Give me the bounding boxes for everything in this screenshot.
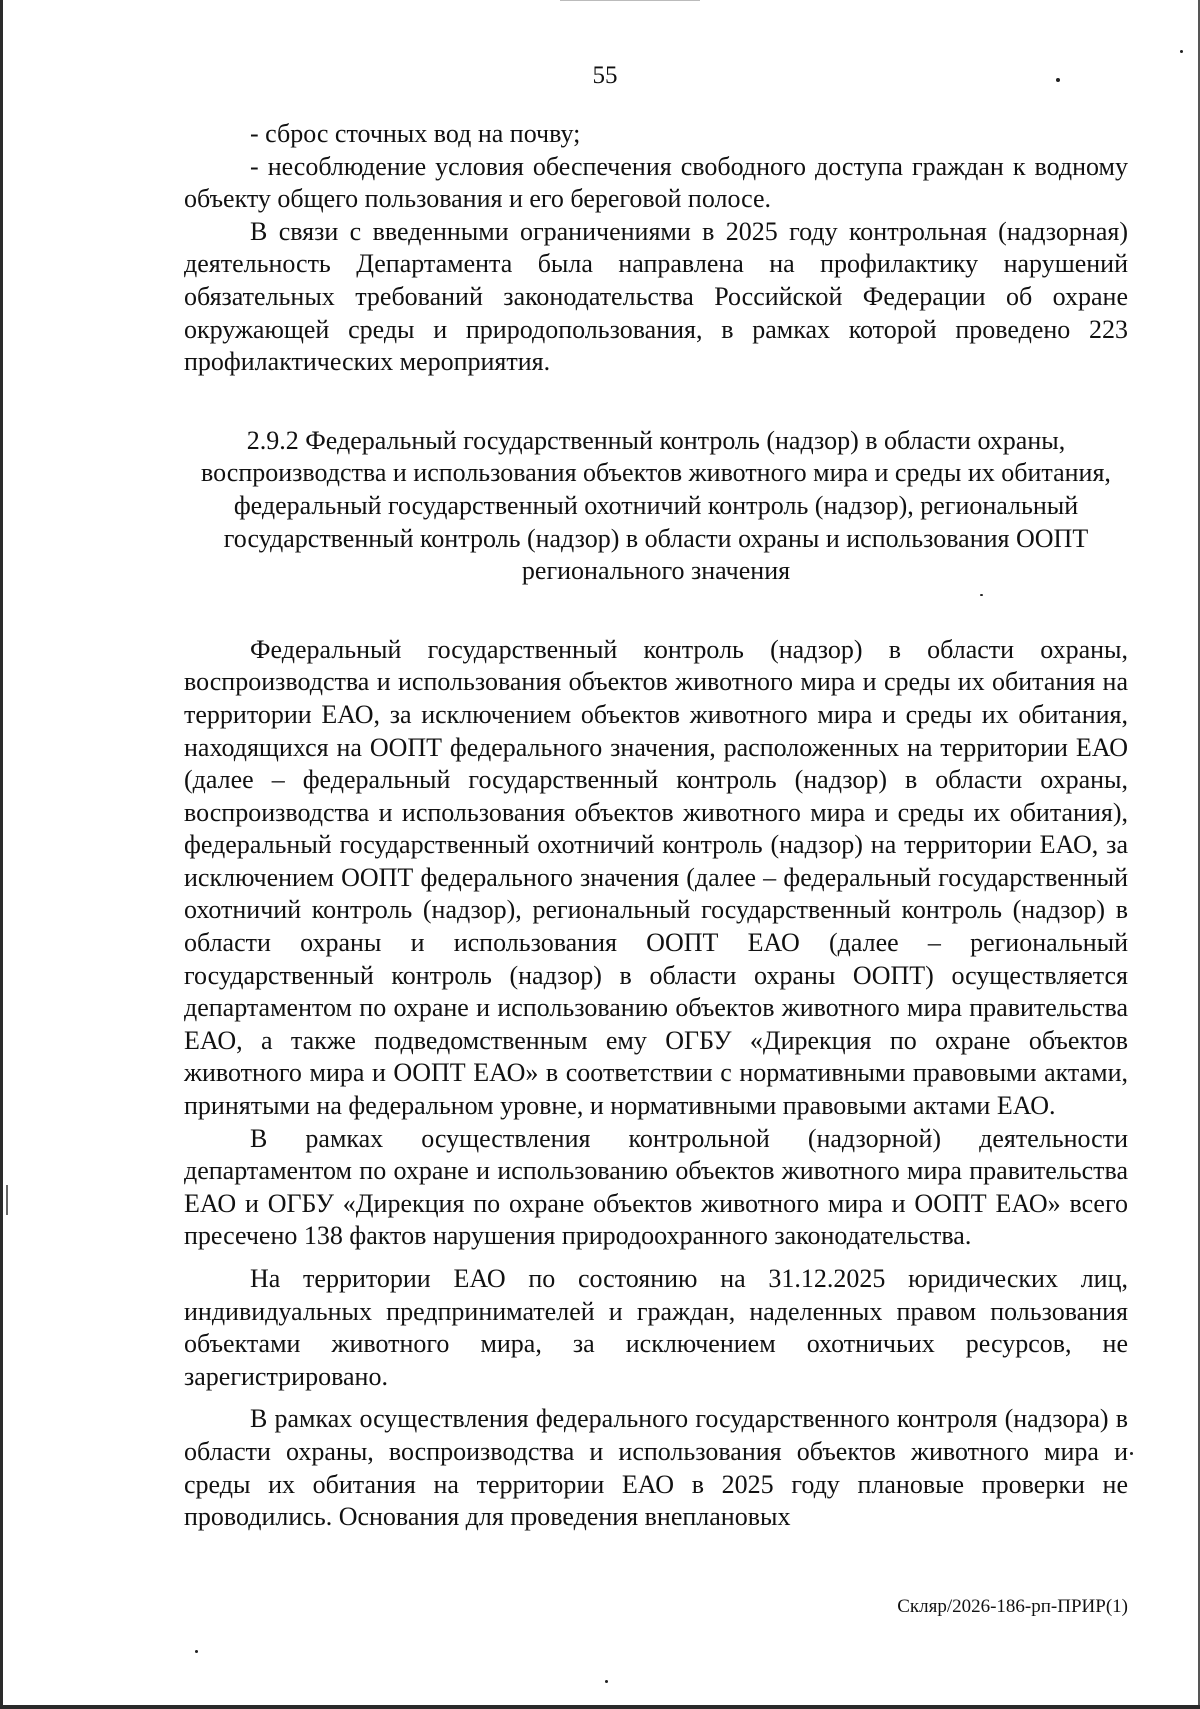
scan-speck [1180, 50, 1183, 53]
scan-border-left [0, 0, 3, 1709]
body-paragraph: В рамках осуществления контрольной (надзорной) деятельности департаментом по охране и использованию объектов животного мира правительства ЕАО и ОГБУ «Дирекция по охране объектов животного мира и ООПТ ЕАО» всего пресечено 138 фактов нарушения природоохранного законодательства. [184, 1123, 1128, 1251]
body-paragraph: В связи с введенными ограничениями в 2025 году контрольная (надзорная) деятельность Департамента была направлена на профилактику нарушений обязательных требований законодательства Российской Федерации об охране окружающей среды и природопользования, в рамках которой проведено 223 профилактических мероприятия. [184, 216, 1128, 377]
scan-artifact [560, 0, 700, 1]
document-body [184, 118, 1128, 1534]
section-heading: 2.9.2 Федеральный государственный контроль (надзор) в области охраны, воспроизводства и использования объектов животного мира и среды их обитания, федеральный государственный охотничий контроль (надзор), региональный государственный контроль (надзор) в области охраны и использования ООПТ регионального значения [201, 425, 1111, 586]
page-number: 55 [592, 62, 618, 89]
scan-speck [1130, 1452, 1133, 1455]
scan-border-bottom [0, 1705, 1200, 1709]
scan-speck [195, 1650, 198, 1653]
scan-speck [605, 1680, 608, 1683]
body-paragraph: - несоблюдение условия обеспечения свободного доступа граждан к водному объекту общего пользования и его береговой полосе. [184, 151, 1128, 214]
body-paragraph: - сброс сточных вод на почву; [250, 119, 581, 148]
body-paragraph: В рамках осуществления федерального государственного контроля (надзора) в области охраны, воспроизводства и использования объектов животного мира и среды их обитания на территории ЕАО в 2025 году плановые проверки не проводились. Основания для проведения внеплановых [184, 1404, 1128, 1532]
scan-artifact [6, 1185, 8, 1215]
body-paragraph: Федеральный государственный контроль (надзор) в области охраны, воспроизводства и использования объектов животного мира и среды их обитания на территории ЕАО, за исключением объектов животного мира и среды их обитания, находящихся на ООПТ федерального значения, расположенных на территории ЕАО (далее – федеральный государственный контроль (надзор) в области охраны, воспроизводства и использования объектов животного мира и среды их обитания), федеральный государственный охотничий контроль (надзор) на территории ЕАО, за исключением ООПТ федерального значения (далее – федеральный государственный охотничий контроль (надзор), региональный государственный контроль (надзор) в области охраны и использования ООПТ ЕАО (далее – региональный государственный контроль (надзор) в области охраны ООПТ) осуществляется департаментом по охране и использованию объектов животного мира правительства ЕАО, а также подведомственным ему ОГБУ «Дирекция по охране объектов животного мира и ООПТ ЕАО» в соответствии с нормативными правовыми актами, принятыми на федеральном уровне, и нормативными правовыми актами ЕАО. [184, 634, 1128, 1121]
document-reference-code: Скляр/2026-186-рп-ПРИР(1) [897, 1596, 1128, 1617]
body-paragraph: На территории ЕАО по состоянию на 31.12.2025 юридических лиц, индивидуальных предпринимателей и граждан, наделенных правом пользования объектами животного мира, за исключением охотничьих ресурсов, не зарегистрировано. [184, 1264, 1128, 1391]
